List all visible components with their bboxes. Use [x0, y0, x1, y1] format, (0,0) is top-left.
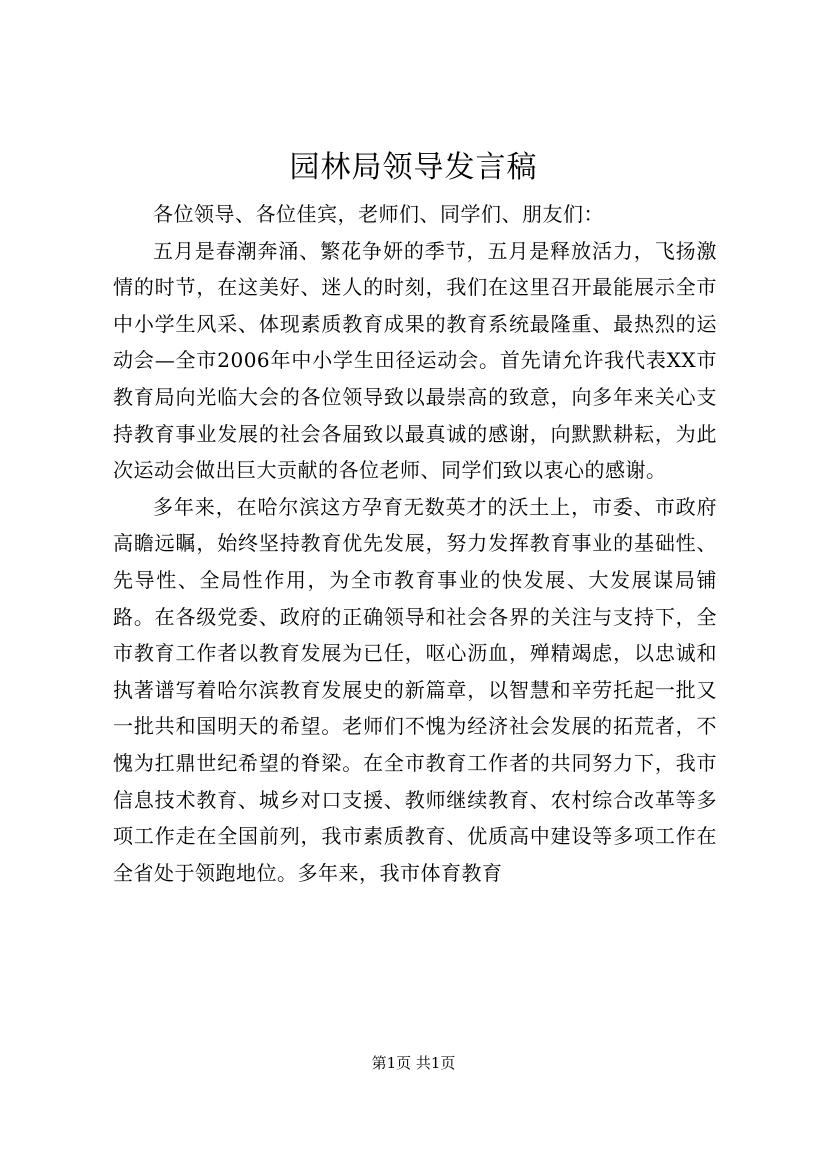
document-title: 园林局领导发言稿: [289, 150, 538, 185]
salutation: 各位领导、各位佳宾，老师们、同学们、朋友们：: [153, 202, 604, 226]
paragraph-1: 五月是春潮奔涌、繁花争妍的季节，五月是释放活力，飞扬激情的时节，在这美好、迷人的时刻，我们在这里召开最能展示全市中小学生风采、体现素质教育成果的教育系统最隆重、最热烈的运动会—全市2006年中小学生田径运动会。首先请允许我代表XX市教育局向光临大会的各位领导致以最崇高的致意，向多年来关心支持教育事业发展的社会各届致以最真诚的感谢，向默默耕耘，为此次运动会做出巨大贡献的各位老师、同学们致以衷心的感谢。: [113, 238, 717, 483]
page-footer: 第1页 共1页: [371, 1054, 456, 1072]
document-body: [113, 196, 717, 891]
paragraph-2: 多年来，在哈尔滨这方孕育无数英才的沃土上，市委、市政府高瞻远瞩，始终坚持教育优先发展，努力发挥教育事业的基础性、先导性、全局性作用，为全市教育事业的快发展、大发展谋局铺路。在各级党委、政府的正确领导和社会各界的关注与支持下，全市教育工作者以教育发展为已任，呕心沥血，殚精竭虑，以忠诚和执著谱写着哈尔滨教育发展史的新篇章，以智慧和辛劳托起一批又一批共和国明天的希望。老师们不愧为经济社会发展的拓荒者，不愧为扛鼎世纪希望的脊梁。在全市教育工作者的共同努力下，我市信息技术教育、城乡对口支援、教师继续教育、农村综合改革等多项工作走在全国前列，我市素质教育、优质高中建设等多项工作在全省处于领跑地位。多年来，我市体育教育: [113, 494, 717, 885]
